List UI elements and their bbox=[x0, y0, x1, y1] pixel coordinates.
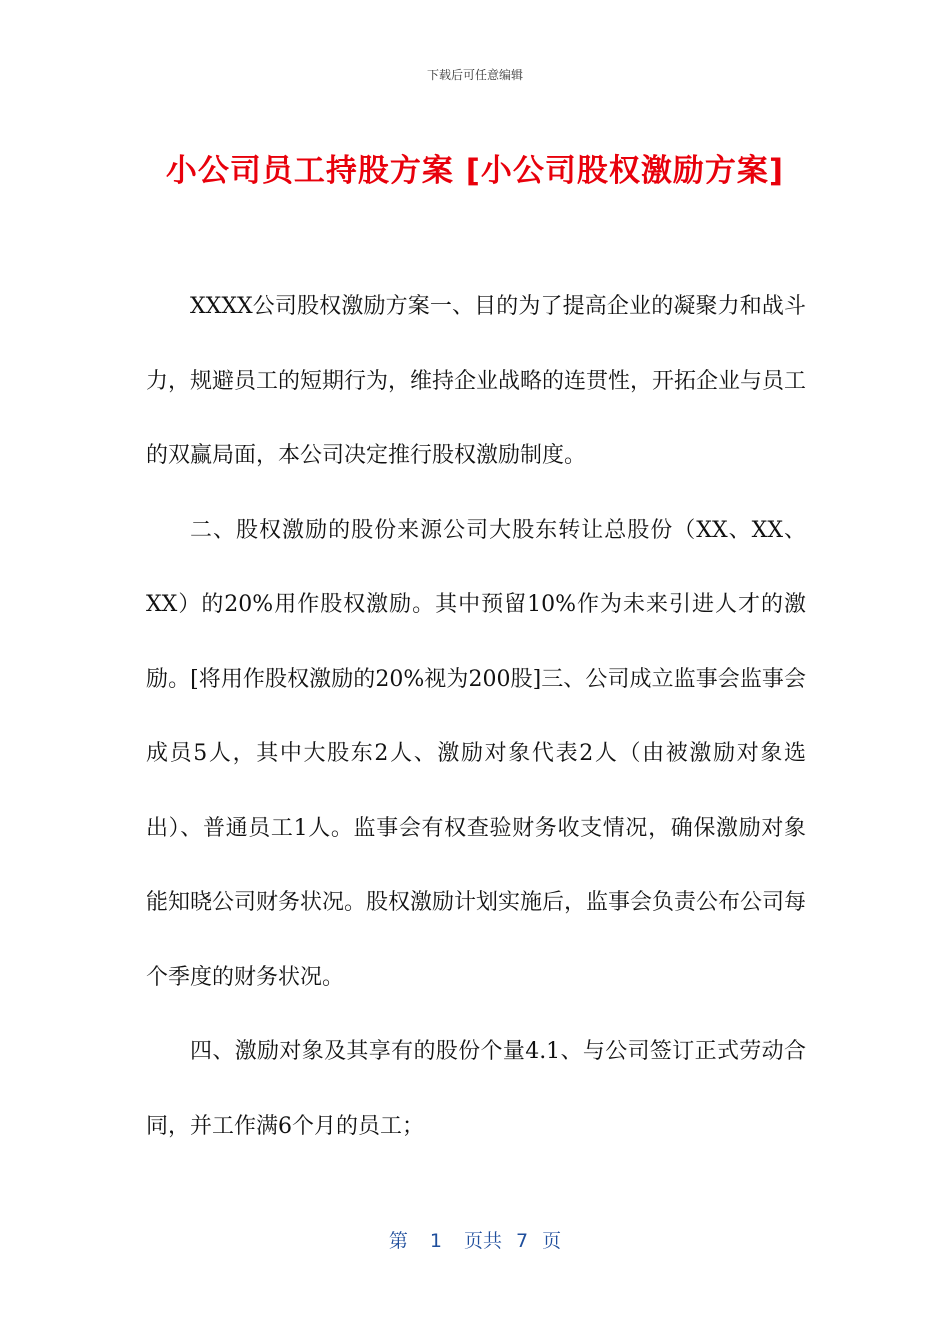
document-body bbox=[146, 270, 806, 1164]
document-title: 小公司员工持股方案 [小公司股权激励方案] bbox=[165, 153, 785, 189]
footer-suffix: 页 bbox=[542, 1230, 562, 1252]
paragraph-2: 二、股权激励的股份来源公司大股东转让总股份（XX、XX、XX）的20%用作股权激励。其中预留10%作为未来引进人才的激励。[将用作股权激励的20%视为200股]三、公司成立监事会监事会成员5人，其中大股东2人、激励对象代表2人（由被激励对象选出）、普通员工1人。监事会有权查验财务收支情况，确保激励对象能知晓公司财务状况。股权激励计划实施后，监事会负责公布公司每个季度的财务状况。 bbox=[146, 517, 807, 990]
paragraph-1: XXXX公司股权激励方案一、目的为了提高企业的凝聚力和战斗力，规避员工的短期行为，维持企业战略的连贯性，开拓企业与员工的双赢局面，本公司决定推行股权激励制度。 bbox=[146, 294, 807, 468]
header-note: 下载后可任意编辑 bbox=[426, 68, 523, 82]
paragraph-3: 四、激励对象及其享有的股份个量4.1、与公司签订正式劳动合同，并工作满6个月的员工； bbox=[146, 1039, 806, 1139]
page-footer bbox=[0, 1226, 950, 1253]
footer-middle: 页共 bbox=[463, 1230, 502, 1252]
footer-total-pages: 7 bbox=[516, 1230, 529, 1252]
footer-page-number: 1 bbox=[429, 1230, 442, 1252]
footer-prefix: 第 bbox=[388, 1230, 408, 1252]
